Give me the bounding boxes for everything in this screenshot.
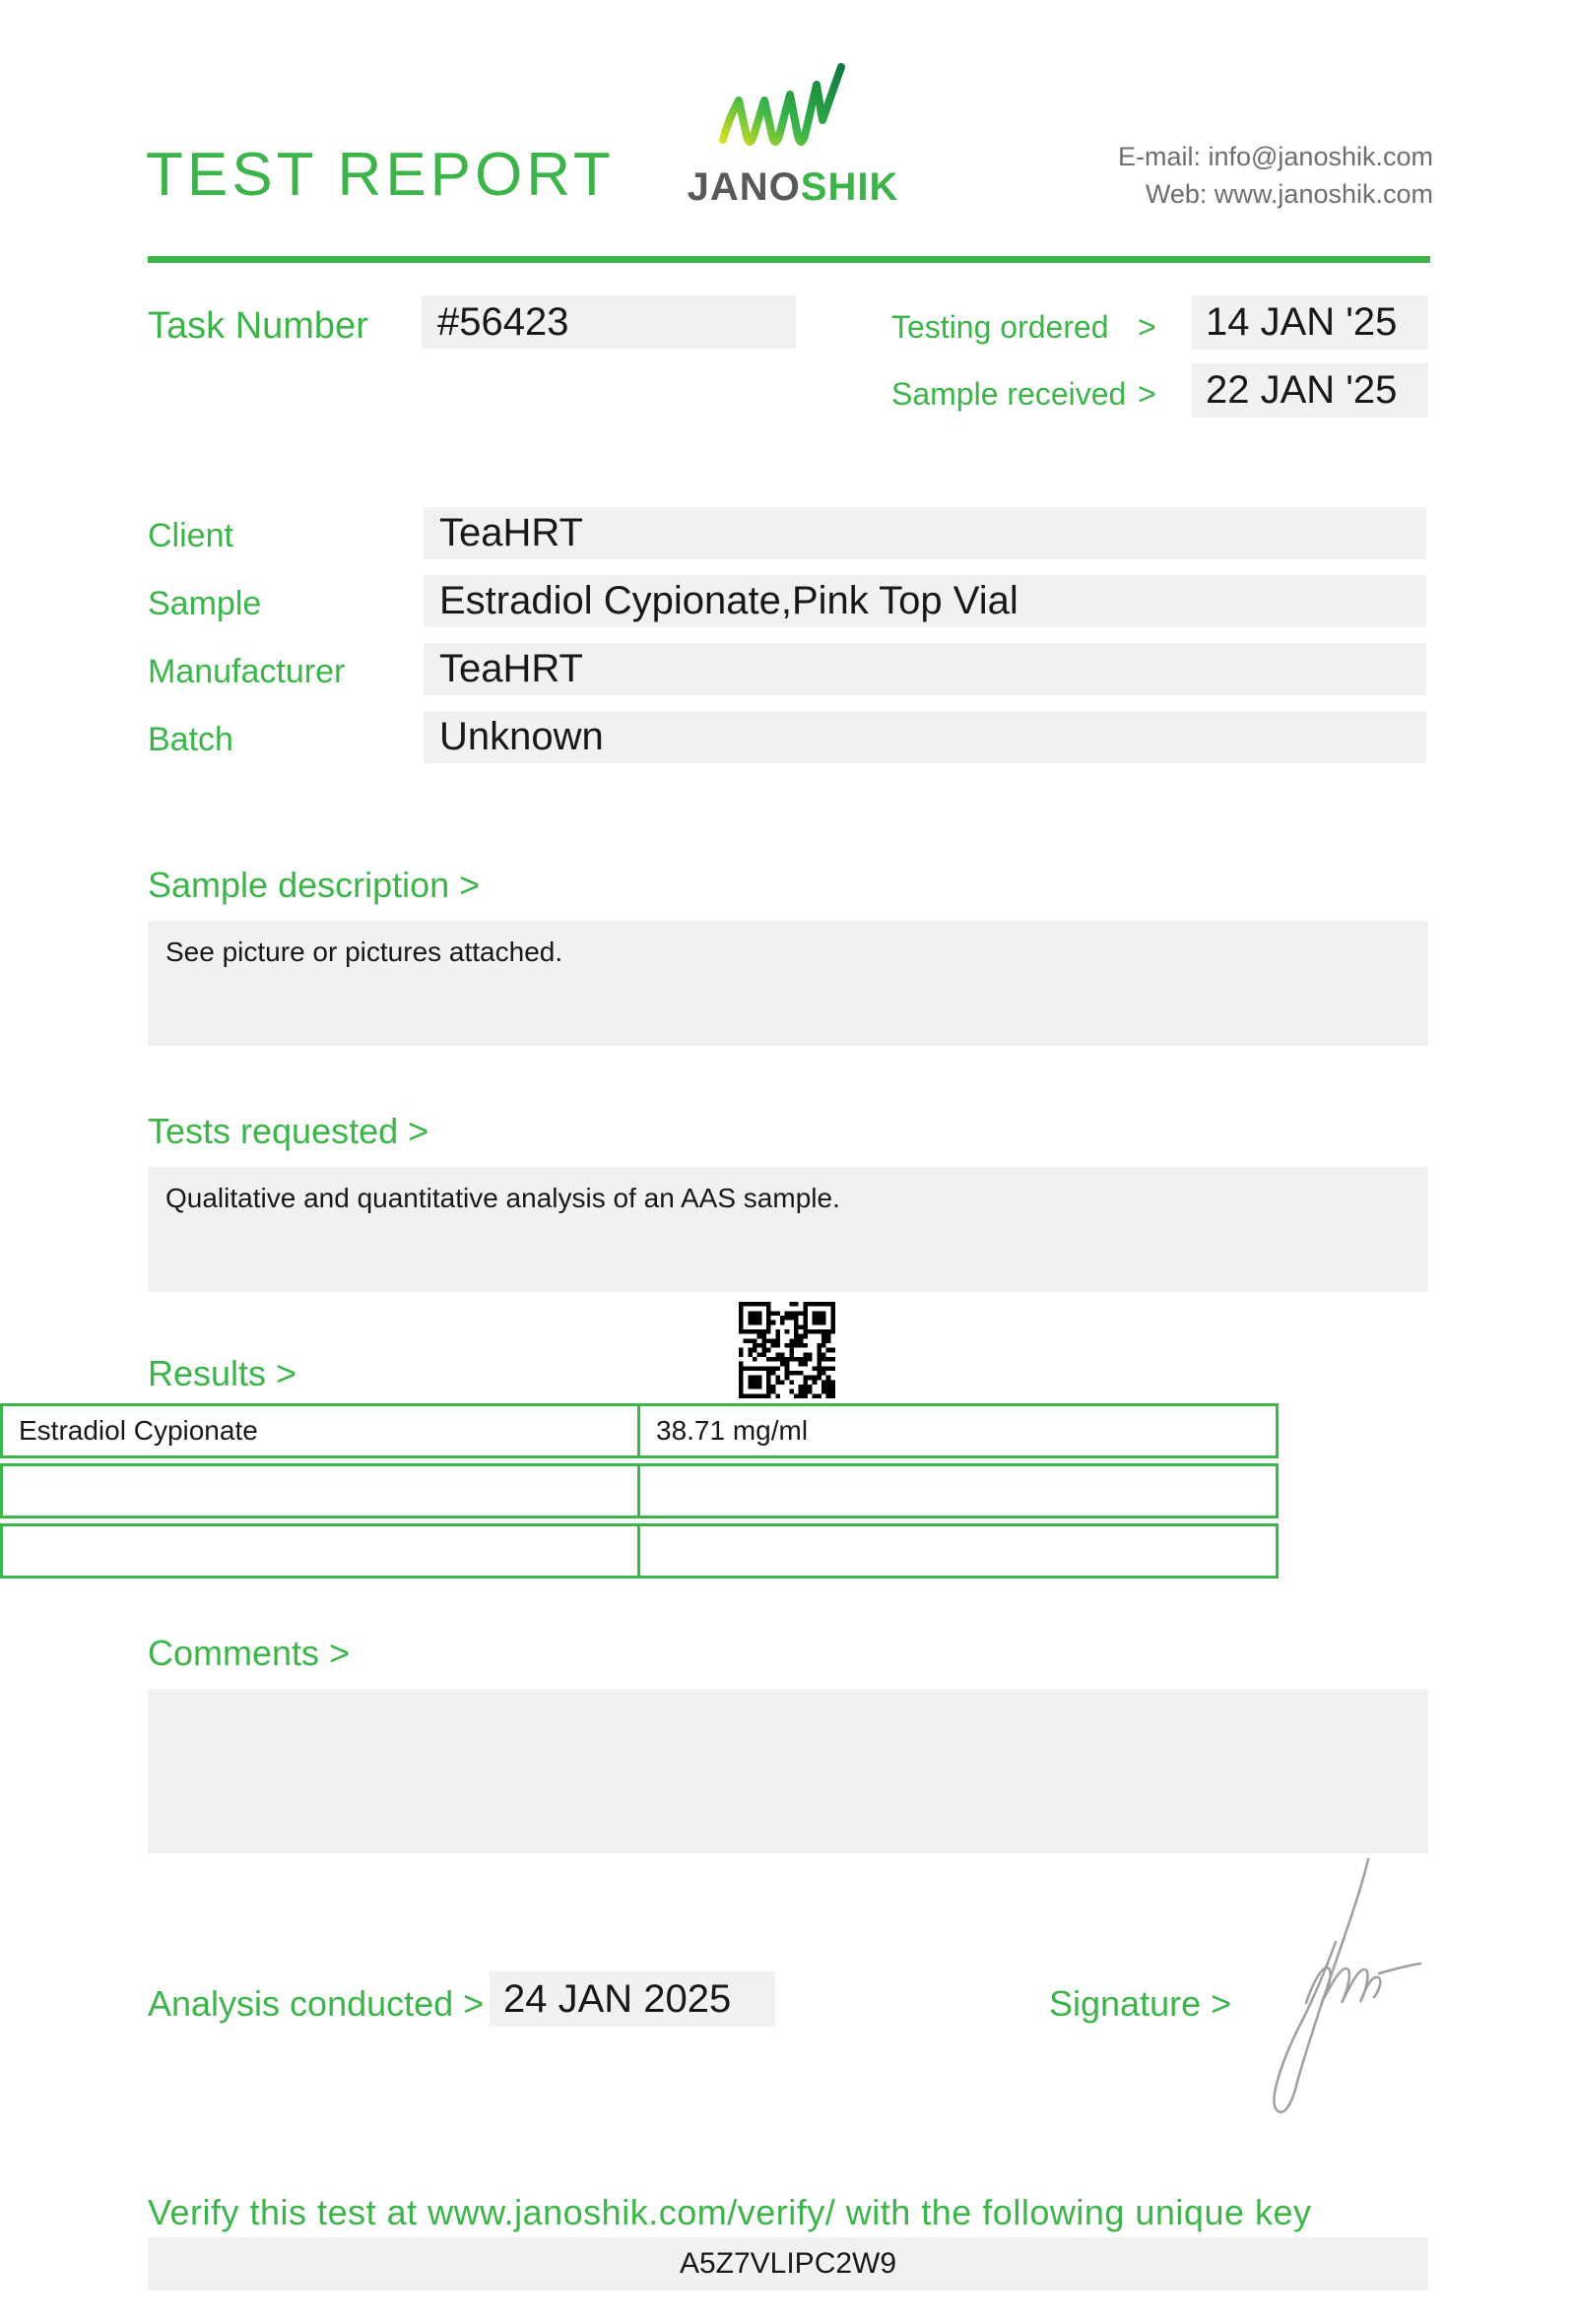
- sample-received-label: Sample received: [891, 376, 1127, 412]
- logo-wordmark: [680, 165, 906, 210]
- testing-ordered-arrow: >: [1138, 309, 1156, 345]
- verify-instruction: Verify this test at www.janoshik.com/verify/ with the following unique key: [148, 2192, 1312, 2232]
- logo-text-shik: SHIK: [800, 165, 899, 209]
- testing-ordered-value: 14 JAN '25: [1192, 295, 1428, 350]
- results-table-row: [0, 1403, 1279, 1458]
- client-label: Client: [148, 517, 233, 554]
- sample-label: Sample: [148, 585, 262, 622]
- batch-label: Batch: [148, 721, 233, 758]
- page-title: TEST REPORT: [146, 141, 615, 209]
- chart-growth-icon: [715, 57, 871, 160]
- results-label: Results >: [148, 1353, 297, 1393]
- result-substance: Estradiol Cypionate: [3, 1406, 640, 1455]
- testing-ordered-label: Testing ordered: [891, 309, 1109, 345]
- batch-value: Unknown: [424, 711, 1426, 763]
- tests-requested-box: Qualitative and quantitative analysis of an AAS sample.: [148, 1167, 1428, 1292]
- result-substance: [3, 1466, 640, 1516]
- comments-label: Comments >: [148, 1633, 351, 1673]
- verify-key: A5Z7VLIPC2W9: [148, 2237, 1428, 2291]
- janoshik-logo: [680, 57, 906, 210]
- header-divider: [148, 256, 1430, 263]
- result-concentration: 38.71 mg/ml: [656, 1415, 809, 1446]
- contact-email: E-mail: info@janoshik.com: [1117, 142, 1433, 171]
- sample-description-label: Sample description >: [148, 865, 481, 905]
- manufacturer-value: TeaHRT: [424, 643, 1426, 695]
- logo-text-jano: JANO: [687, 165, 801, 209]
- result-concentration: [640, 1526, 1276, 1576]
- comments-box: [148, 1689, 1428, 1853]
- sample-description-box: See picture or pictures attached.: [148, 921, 1428, 1046]
- results-table-row: [0, 1463, 1279, 1518]
- analysis-conducted-value: 24 JAN 2025: [490, 1971, 775, 2027]
- manufacturer-label: Manufacturer: [148, 653, 346, 690]
- client-value: TeaHRT: [424, 507, 1426, 559]
- sample-value: Estradiol Cypionate,Pink Top Vial: [424, 575, 1426, 627]
- signature-label: Signature >: [1049, 1983, 1232, 2024]
- contact-info: [1118, 138, 1433, 213]
- result-substance: [3, 1526, 640, 1576]
- tests-requested-label: Tests requested >: [148, 1111, 429, 1151]
- contact-web: Web: www.janoshik.com: [1145, 179, 1433, 209]
- task-number-label: Task Number: [148, 305, 368, 347]
- analysis-conducted-label: Analysis conducted >: [148, 1983, 485, 2024]
- result-concentration: [640, 1466, 1276, 1516]
- task-number-value: #56423: [422, 295, 796, 349]
- signature-image: [1249, 1853, 1446, 2134]
- sample-received-arrow: >: [1138, 376, 1156, 412]
- sample-received-value: 22 JAN '25: [1192, 363, 1428, 418]
- qr-code: [739, 1302, 835, 1398]
- results-table-row: [0, 1523, 1279, 1579]
